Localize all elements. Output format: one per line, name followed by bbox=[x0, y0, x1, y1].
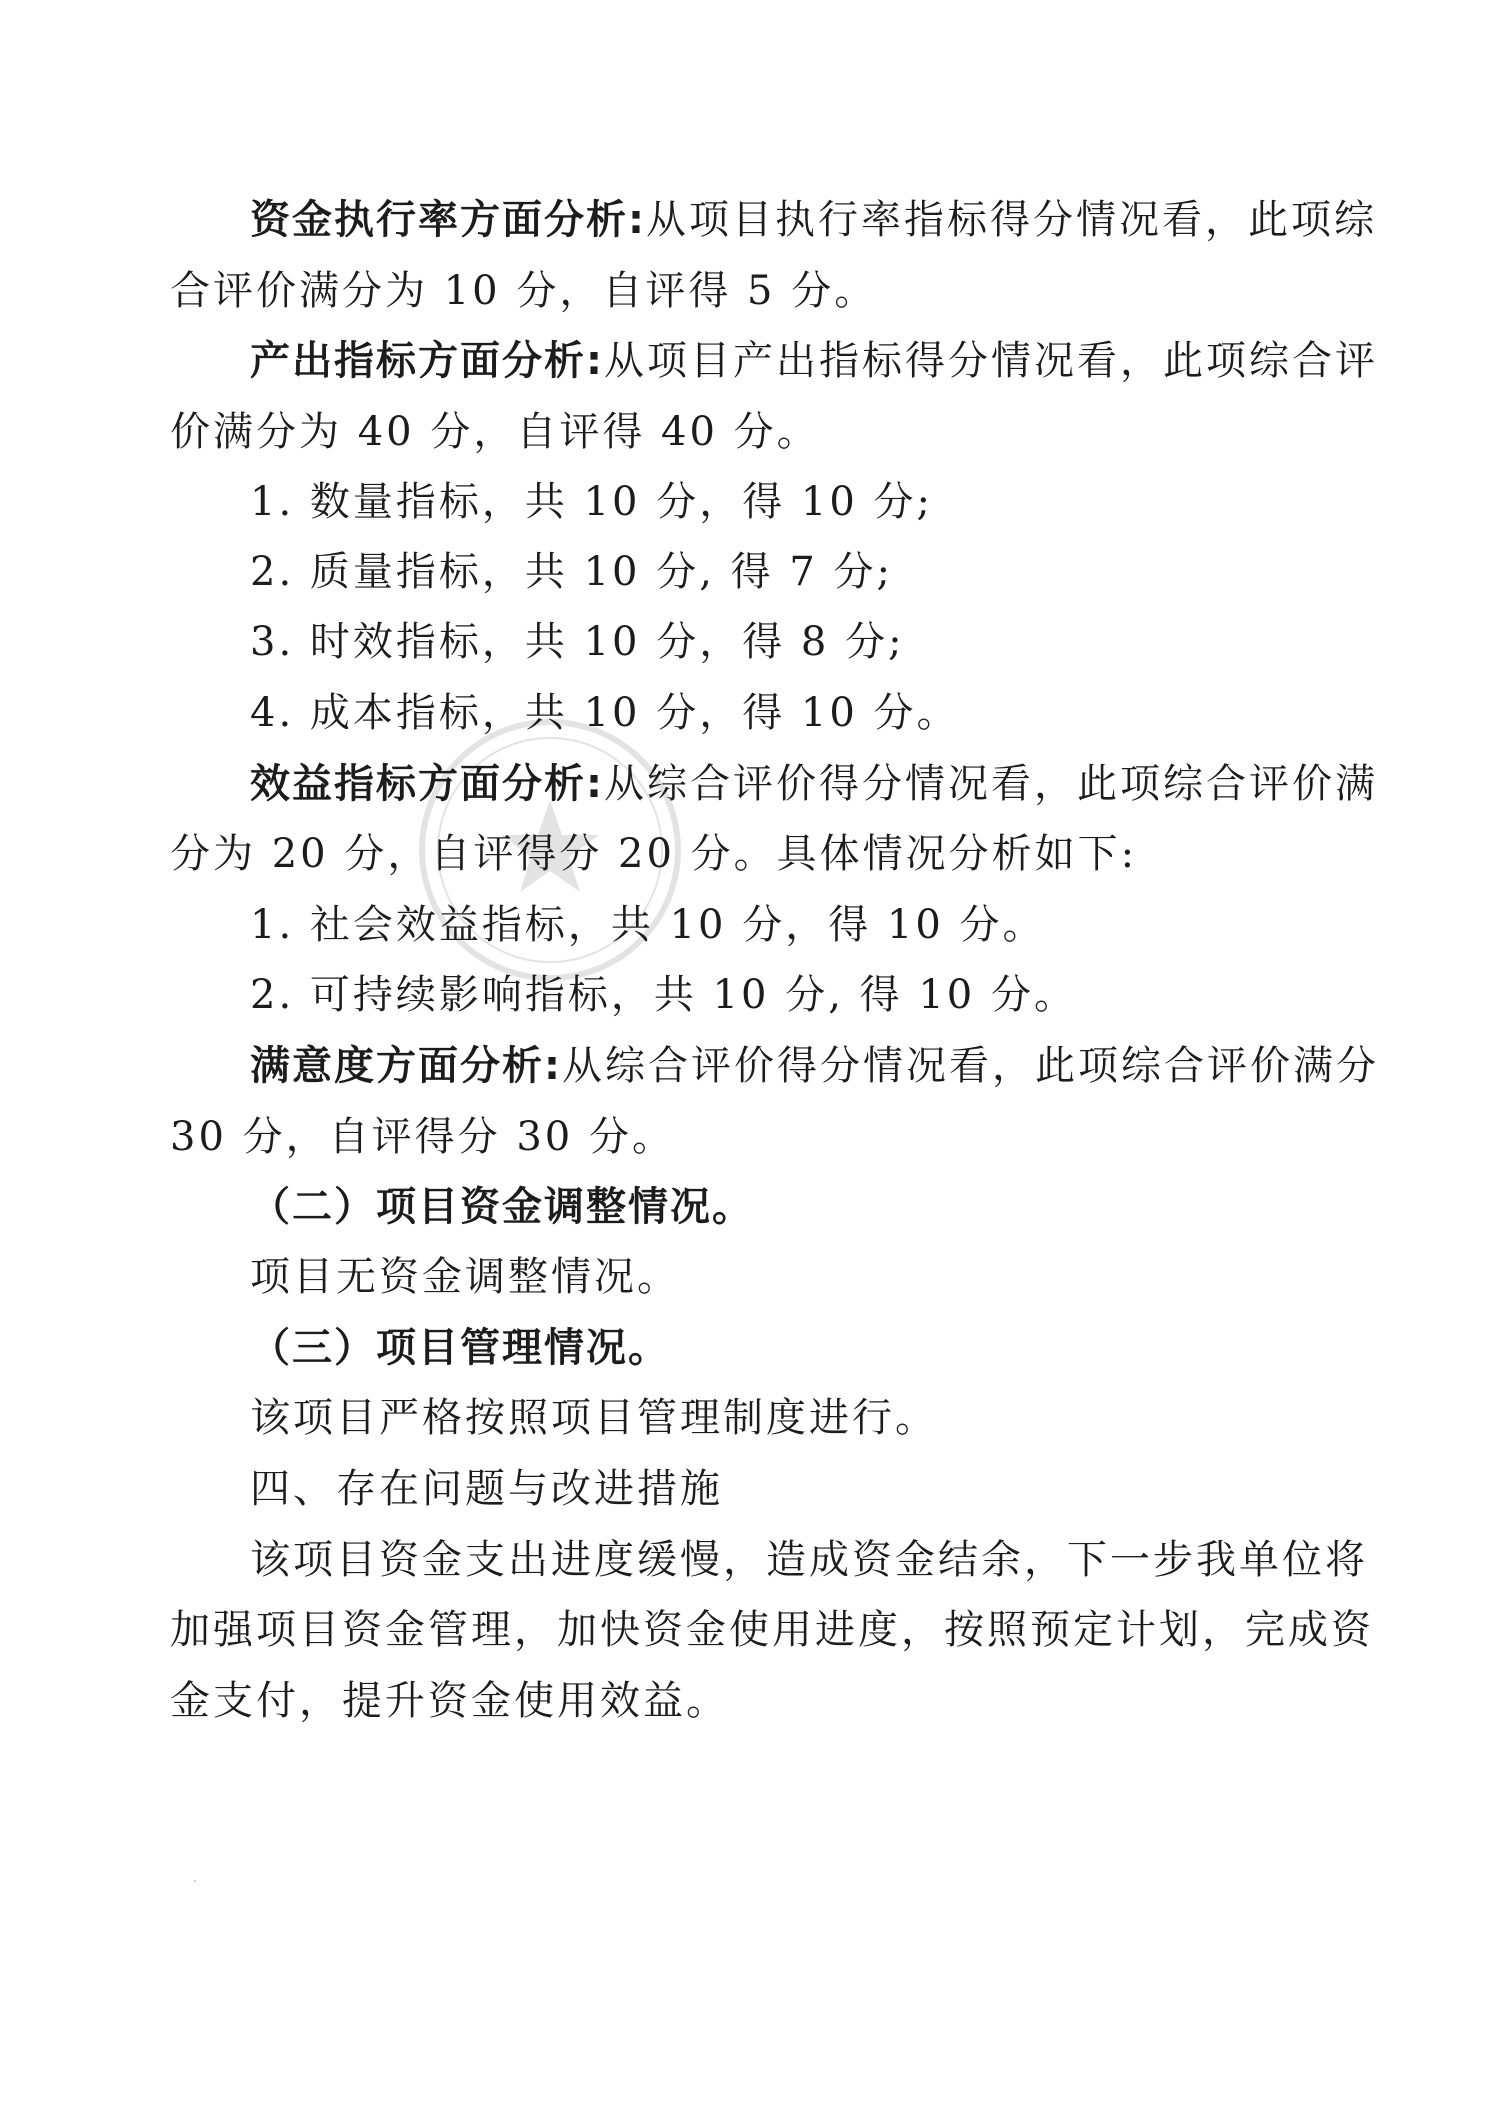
list-item-quantity: 1. 数量指标，共 10 分，得 10 分; bbox=[250, 479, 934, 525]
text-benefit-1: 从综合评价得分情况看，此项综合评价满 bbox=[604, 761, 1378, 807]
paragraph-funding-rate-line1 bbox=[250, 197, 1377, 243]
text-output-1: 从项目产出指标得分情况看，此项综合评 bbox=[604, 338, 1378, 384]
list-item-cost: 4. 成本指标，共 10 分，得 10 分。 bbox=[250, 690, 960, 736]
paragraph-benefit-line1 bbox=[250, 761, 1378, 807]
text-issues-line1: 该项目资金支出进度缓慢，造成资金结余，下一步我单位将 bbox=[250, 1537, 1368, 1583]
heading-issues-improvements: 四、存在问题与改进措施 bbox=[250, 1466, 723, 1512]
paragraph-benefit-line2: 分为 20 分，自评得分 20 分。具体情况分析如下: bbox=[170, 831, 1138, 877]
paragraph-funding-rate-line2: 合评价满分为 10 分，自评得 5 分。 bbox=[170, 268, 878, 314]
list-item-quality: 2. 质量指标，共 10 分, 得 7 分; bbox=[250, 549, 893, 595]
paragraph-output-line1 bbox=[250, 338, 1378, 384]
heading-fund-adjustment: （二）项目资金调整情况。 bbox=[250, 1184, 754, 1230]
paragraph-satisfaction-line1 bbox=[250, 1043, 1379, 1089]
paragraph-satisfaction-line2: 30 分，自评得分 30 分。 bbox=[170, 1114, 675, 1160]
text-funding-rate-1: 从项目执行率指标得分情况看，此项综 bbox=[646, 197, 1377, 243]
scan-speck bbox=[194, 1880, 196, 1882]
text-fund-adjustment: 项目无资金调整情况。 bbox=[250, 1254, 680, 1300]
text-project-management: 该项目严格按照项目管理制度进行。 bbox=[250, 1395, 938, 1441]
label-benefit: 效益指标方面分析: bbox=[250, 761, 604, 807]
label-output: 产出指标方面分析: bbox=[250, 338, 604, 384]
paragraph-output-line2: 价满分为 40 分，自评得 40 分。 bbox=[170, 409, 820, 455]
label-satisfaction: 满意度方面分析: bbox=[250, 1043, 562, 1089]
text-satisfaction-1: 从综合评价得分情况看，此项综合评价满分 bbox=[562, 1043, 1379, 1089]
label-funding-rate: 资金执行率方面分析: bbox=[250, 197, 646, 243]
text-issues-line2: 加强项目资金管理，加快资金使用进度，按照预定计划，完成资 bbox=[170, 1607, 1374, 1653]
text-issues-line3: 金支付，提升资金使用效益。 bbox=[170, 1678, 729, 1724]
list-item-social-benefit: 1. 社会效益指标，共 10 分，得 10 分。 bbox=[250, 902, 1046, 948]
list-item-sustainable-impact: 2. 可持续影响指标，共 10 分, 得 10 分。 bbox=[250, 972, 1077, 1018]
list-item-timeliness: 3. 时效指标，共 10 分，得 8 分; bbox=[250, 619, 905, 665]
heading-project-management: （三）项目管理情况。 bbox=[250, 1325, 670, 1371]
